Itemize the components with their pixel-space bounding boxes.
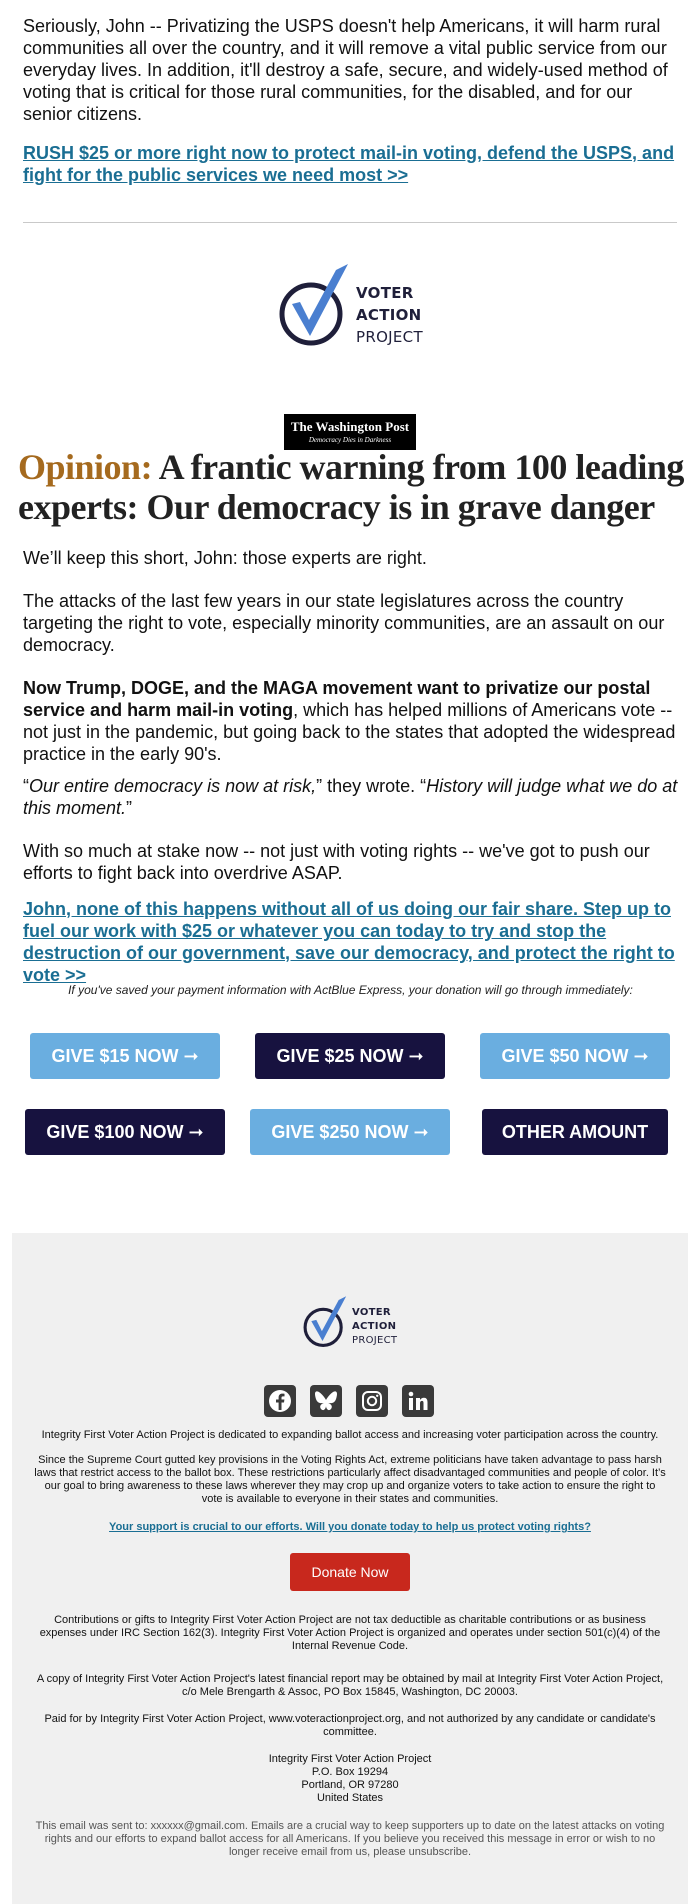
address-org: Integrity First Voter Action Project [268, 1753, 432, 1765]
voter-action-project-logo [278, 262, 438, 352]
ask-donate-link[interactable]: John, none of this happens without all of us doing our fair share. Step up to fuel our work with $25 or whatever you can today to try and stop the destruction of our government, save our democracy, and protect the right to vote >> [23, 899, 675, 985]
footer-address [34, 1753, 666, 1805]
body-paragraph-5: With so much at stake now -- not just with voting rights -- we've got to push our efforts to fight back into overdrive ASAP. [23, 841, 650, 883]
footer-logo [302, 1295, 402, 1351]
instagram-icon[interactable] [356, 1385, 388, 1417]
washington-post-badge [284, 414, 416, 450]
body-paragraph-1: We’ll keep this short, John: those experts are right. [23, 548, 427, 568]
logo-word-project: PROJECT [356, 328, 423, 346]
checkmark-logo-icon [278, 262, 350, 352]
wapo-masthead: The Washington Post [290, 419, 410, 434]
logo-word-action: ACTION [356, 306, 422, 324]
facebook-icon[interactable] [264, 1385, 296, 1417]
footer-sent-to: This email was sent to: xxxxxx@gmail.com. Emails are a crucial way to keep supporters up to date on the latest attacks on voting rights and our efforts to expand ballot access for all Americans. If you believe you received this message in error or wish to no longer receive email from us, please unsubscribe. [35, 1820, 665, 1858]
section-divider [23, 222, 677, 223]
footer-financial-note: A copy of Integrity First Voter Action Project's latest financial report may be obtained by mail at Integrity First Voter Action Project, c/o Mele Brengarth & Assoc, PO Box 15845, Washington, DC 20003. [36, 1673, 664, 1698]
footer-donate-button[interactable]: Donate Now [290, 1553, 410, 1591]
address-country: United States [316, 1792, 384, 1804]
give-25-button[interactable]: GIVE $25 NOW ➞ [255, 1033, 445, 1079]
logo-word-voter: VOTER [356, 284, 414, 302]
article-headline [18, 447, 688, 527]
other-amount-button[interactable]: OTHER AMOUNT [482, 1109, 668, 1155]
opinion-label: Opinion: [18, 447, 153, 487]
quote-close: ” [126, 798, 133, 818]
footer-context: Since the Supreme Court gutted key provisions in the Voting Rights Act, extreme politicians have taken advantage to pass harsh laws that restrict access to the ballot box. These restrictions particularly affect disadvantaged communities and people of color. It’s our goal to bring awareness to these laws wherever they may crop up and organize voters to take action to ensure the right to vote is available to everyone in their states and communities. [34, 1454, 666, 1505]
footer-logo-voter: VOTER [352, 1307, 391, 1318]
wapo-tagline: Democracy Dies in Darkness [308, 436, 392, 444]
actblue-express-note: If you've saved your payment information with ActBlue Express, your donation will go through immediately: [68, 983, 633, 997]
footer-logo-action: ACTION [352, 1321, 397, 1332]
footer-logo-project: PROJECT [352, 1335, 398, 1346]
quote-paragraph [23, 775, 678, 819]
body-paragraph-3-rest: , which has helped millions of Americans vote -- not just in the pandemic, but going back to the states that adopted the widespread practice in the early 90's. [23, 700, 676, 764]
headline-text: A frantic warning from 100 leading experts: Our democracy is in grave danger [18, 447, 684, 527]
footer-mission: Integrity First Voter Action Project is dedicated to expanding ballot access and increasing voter participation across the country. [41, 1429, 659, 1441]
give-250-button[interactable]: GIVE $250 NOW ➞ [250, 1109, 450, 1155]
footer [12, 1233, 688, 1904]
address-city: Portland, OR 97280 [301, 1779, 399, 1791]
give-100-button[interactable]: GIVE $100 NOW ➞ [25, 1109, 225, 1155]
footer-paid-for: Paid for by Integrity First Voter Action Project, www.voteractionproject.org, and not authorized by any candidate or candidate's committee. [44, 1713, 656, 1738]
intro-paragraph: Seriously, John -- Privatizing the USPS doesn't help Americans, it will harm rural communities all over the country, and it will remove a vital public service from our everyday lives. In addition, it'll destroy a safe, secure, and widely-used method of voting that is critical for those rural communities, for the disabled, and for our senior citizens. [23, 16, 668, 124]
footer-tax-note: Contributions or gifts to Integrity First Voter Action Project are not tax deductible as charitable contributions or as business expenses under IRC Section 162(3). Integrity First Voter Action Project is organized and operates under section 501(c)(4) of the Internal Revenue Code. [39, 1614, 661, 1652]
rush-donate-link[interactable]: RUSH $25 or more right now to protect mail-in voting, defend the USPS, and fight for the public services we need most >> [23, 143, 675, 185]
linkedin-icon[interactable] [402, 1385, 434, 1417]
footer-support-link[interactable]: Your support is crucial to our efforts. Will you donate today to help us protect voting rights? [109, 1521, 591, 1533]
body-paragraph-3-bold: Now Trump, DOGE, and the MAGA movement want to privatize our postal service and harm mail-in voting [23, 678, 651, 720]
address-box: P.O. Box 19294 [311, 1766, 389, 1778]
footer-checkmark-logo-icon [302, 1295, 348, 1351]
quote-open: “ [23, 776, 29, 796]
body-paragraph-3 [23, 677, 678, 765]
body-paragraph-2: The attacks of the last few years in our state legislatures across the country targeting the right to vote, especially minority communities, are an assault on our democracy. [23, 591, 665, 655]
bluesky-icon[interactable] [310, 1385, 342, 1417]
quote-1: Our entire democracy is now at risk, [29, 776, 317, 796]
give-15-button[interactable]: GIVE $15 NOW ➞ [30, 1033, 220, 1079]
give-50-button[interactable]: GIVE $50 NOW ➞ [480, 1033, 670, 1079]
quote-mid: ” they wrote. “ [316, 776, 427, 796]
quote-2: History will judge what we do at this moment. [23, 776, 678, 818]
